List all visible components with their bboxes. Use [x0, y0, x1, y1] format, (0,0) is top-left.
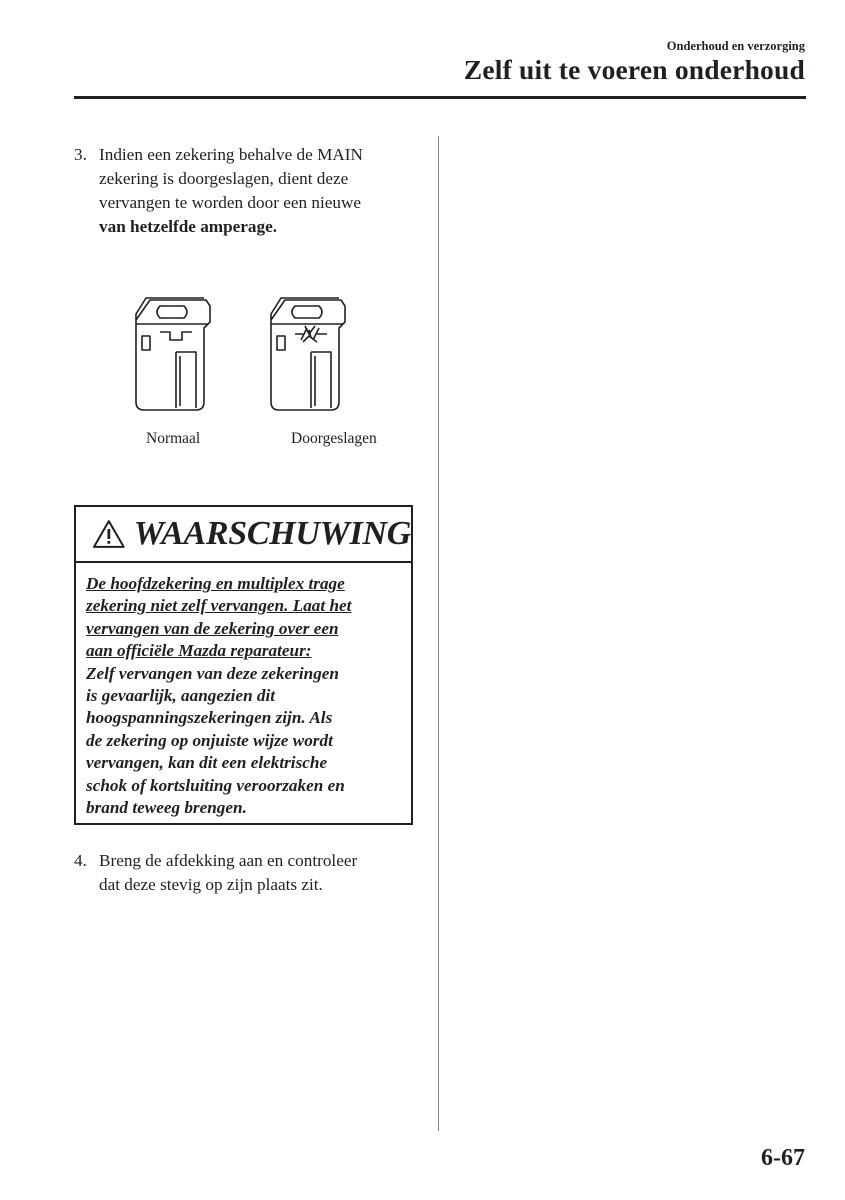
warning-line-underlined: vervangen van de zekering over een	[86, 618, 339, 638]
label-normal: Normaal	[146, 430, 201, 447]
warning-box	[74, 505, 413, 825]
step-line: zekering is doorgeslagen, dient deze	[99, 169, 349, 188]
warning-line: Zelf vervangen van deze zekeringen	[86, 663, 339, 683]
step-line: Indien een zekering behalve de MAIN	[99, 145, 363, 164]
warning-text	[76, 563, 411, 819]
step-4	[74, 849, 414, 897]
step-text	[99, 143, 414, 239]
warning-line: vervangen, kan dit een elektrische	[86, 753, 328, 773]
warning-line: brand teweeg brengen.	[86, 798, 247, 818]
warning-line-underlined: zekering niet zelf vervangen. Laat het	[86, 596, 352, 616]
warning-title: WAARSCHUWING	[133, 515, 411, 552]
column-divider	[438, 136, 439, 1131]
header-rule	[74, 96, 806, 99]
step-line-bold: van hetzelfde amperage.	[99, 217, 278, 236]
normal-fuse-icon	[136, 298, 210, 410]
step-text	[99, 849, 414, 897]
page-number: 6-67	[761, 1145, 805, 1171]
header-section: Onderhoud en verzorging	[666, 39, 805, 53]
warning-line: de zekering op onjuiste wijze wordt	[86, 730, 333, 750]
warning-line-underlined: De hoofdzekering en multiplex trage	[86, 574, 345, 593]
step-3	[74, 143, 414, 239]
step-line: Breng de afdekking aan en controleer	[99, 851, 358, 870]
warning-header	[76, 507, 411, 563]
label-blown: Doorgeslagen	[291, 430, 377, 447]
blown-fuse-icon	[271, 298, 345, 410]
warning-line: is gevaarlijk, aangezien dit	[86, 686, 276, 706]
warning-line-underlined: aan officiële Mazda reparateur:	[86, 641, 312, 661]
warning-triangle-icon	[92, 519, 126, 549]
step-number: 4.	[74, 851, 87, 870]
warning-line: hoogspanningszekeringen zijn. Als	[86, 708, 333, 728]
step-line: vervangen te worden door een nieuwe	[99, 193, 362, 212]
step-number: 3.	[74, 145, 87, 164]
page-title: Zelf uit te voeren onderhoud	[463, 54, 805, 85]
fuse-drawings	[120, 290, 400, 420]
warning-line: schok of kortsluiting veroorzaken en	[86, 775, 345, 795]
step-line: dat deze stevig op zijn plaats zit.	[99, 875, 323, 894]
